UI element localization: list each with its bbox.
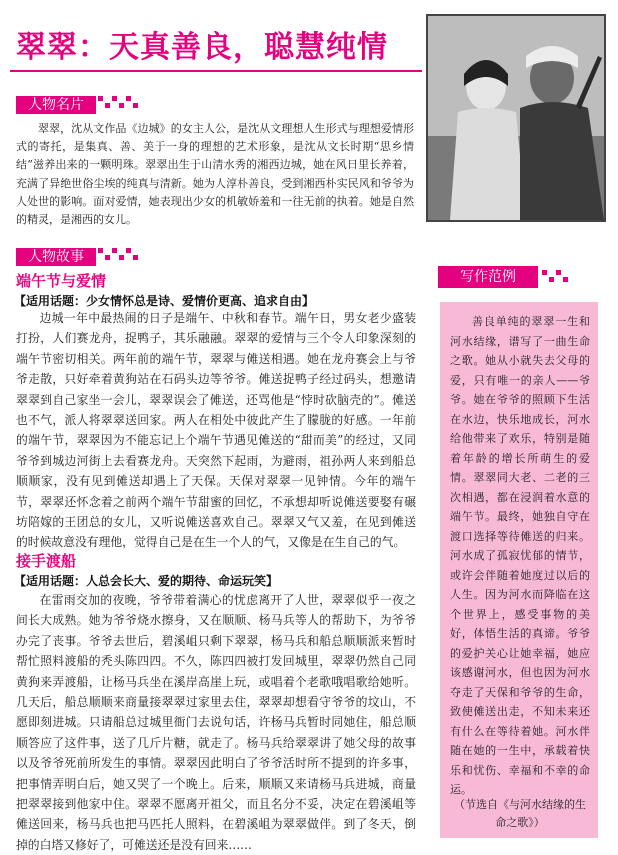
- profile-text: 翠翠，沈从文作品《边城》的女主人公，是沈从文理想人生形式与理想爱情形式的寄托，是集真、善、美于一身的理想的艺术形象，是沈从文长时期“思乡情结”滋养出来的一颗明珠。翠翠出生于山清水秀的湘西边城，她在风日里长养着，充满了异绝世俗尘埃的纯真与清新。她为人淳朴善良，受到湘西朴实民风和爷爷为人处世的影响。面对爱情，她表现出少女的机敏娇羞和一往无前的执着。她是自然的精灵，是湘西的女儿。: [16, 122, 414, 227]
- page-title: 翠翠：天真善良，聪慧纯情: [16, 30, 388, 65]
- sidebar-source: （节选自《与河水结缘的生命之歌》）: [454, 798, 586, 829]
- profile-heading-label: 人物名片: [16, 96, 96, 114]
- film-still-illustration: [428, 16, 604, 220]
- film-still-photo: [426, 14, 606, 222]
- story-section-topic: 【适用话题：人总会长大、爱的期待、命运玩笑】: [14, 574, 279, 588]
- decorative-dots-icon: [542, 270, 582, 282]
- sidebar-box: [440, 302, 598, 838]
- decorative-dots-icon: [98, 248, 138, 260]
- title-divider: [10, 70, 422, 72]
- story-section-text: 边城一年中最热闹的日子是端午、中秋和春节。端午日，男女老少盛装打扮，人们赛龙舟，捉鸭子，其乐融融。翠翠的爱情与三个令人印象深刻的端午节密切相关。两年前的端午节，翠翠与傩送相遇。她在龙舟赛会上与爷爷走散，只好牵着黄狗站在石码头边等爷爷。傩送捉鸭子经过码头，想邀请翠翠到自己家坐一会儿，翠翠误会了傩送，还骂他是“悖时砍脑壳的”。傩送也不气，派人将翠翠送回家。两人在相处中彼此产生了朦胧的好感。一年前的端午节，翠翠因为不能忘记上个端午节遇见傩送的“甜而美”的经过，又同爷爷到城边河街上去看赛龙舟。天突然下起雨，为避雨，祖孙两人来到船总顺顺家，没有见到傩送却遇上了天保。天保对翠翠一见钟情。今年的端午节，翠翠还怀念着之前两个端午节甜蜜的回忆，不承想却听说傩送要娶有碾坊陪嫁的王团总的女儿，又听说傩送喜欢自己。翠翠又气又羞，在见到傩送的时候故意没有理他，觉得自己是在生一个人的气，又像是在生自己的气。: [16, 311, 416, 550]
- story-section-title: 端午节与爱情: [16, 272, 107, 290]
- story-section-title: 接手渡船: [16, 552, 77, 570]
- sidebar-heading: [438, 266, 578, 288]
- story-section-text: 在雷雨交加的夜晚，爷爷带着满心的忧虑离开了人世，翠翠似乎一夜之间长大成熟。她为爷爷烧水擦身，又在顺顺、杨马兵等人的帮助下，为爷爷办完了丧事。爷爷去世后，碧溪岨只剩下翠翠，杨马兵和船总顺顺派来暂时帮忙照料渡船的秃头陈四四。不久，陈四四被打发回城里，翠翠仍然自己同黄狗来弄渡船，让杨马兵坐在溪岸高崖上玩，或唱着个老歌哦唱歌给她听。几天后，船总顺顺来商量接翠翠过家里去住，翠翠却想看守爷爷的坟山，不愿即刻进城。只请船总过城里衙门去说句话，许杨马兵暂时同她住，船总顺顺答应了这件事，送了几斤片糖，就走了。杨马兵给翠翠讲了她父母的故事以及爷爷死前所发生的事情。翠翠因此明白了爷爷活时所不提到的许多事，把事情弄明白后，她又哭了一个晚上。后来，顺顺又来请杨马兵进城，商量把翠翠接到他家中住。翠翠不愿离开祖父，而且名分不妥，决定在碧溪岨等傩送回来，杨马兵也把马匹托人照料，在碧溪岨为翠翠做伴。到了冬天，倒掉的白塔又修好了，可傩送还是没有回来……: [16, 593, 416, 852]
- story-heading-label: 人物故事: [16, 248, 96, 266]
- decorative-dots-icon: [98, 96, 138, 108]
- sidebar-text: 善良单纯的翠翠一生和河水结缘，谱写了一曲生命之歌。她从小就失去父母的爱，只有唯一的亲人——爷爷。她在爷爷的照顾下生活在水边，快乐地成长，河水给他带来了欢乐，特别是随着年龄的增长所萌生的爱情。翠翠同大老、二老的三次相遇，都在浸润着水意的端午节。最终，她独自守在渡口选择等待傩送的归来。河水成了孤寂忧郁的情节，或许会伴随着她度过以后的人生。因为河水而降临在这个世界上，感受事物的美好，体悟生活的真谛。爷爷的爱护关心让她幸福，她应该感谢河水，但也因为河水夺走了天保和爷爷的生命，致使傩送出走，不知未来还有什么在等待着她。河水伴随在她的一生中，承载着快乐和忧伤、幸福和不幸的命运。: [450, 315, 590, 796]
- story-section-topic: 【适用话题：少女情怀总是诗、爱情价更高、追求自由】: [14, 294, 315, 308]
- sidebar-heading-label: 写作范例: [438, 266, 538, 288]
